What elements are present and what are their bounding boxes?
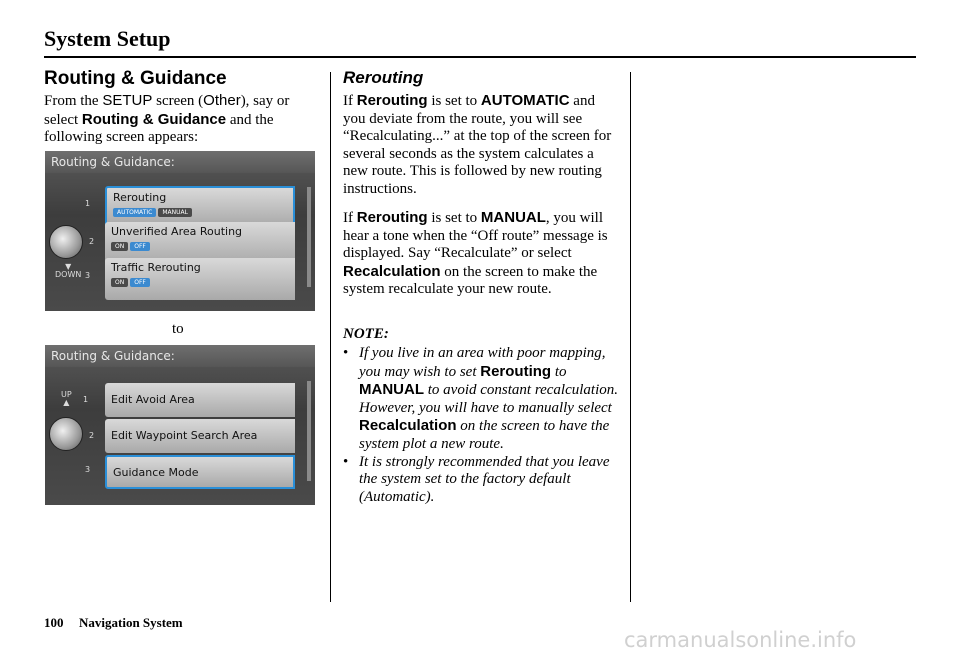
item-number: 1	[85, 199, 91, 208]
option-button[interactable]: ON	[111, 242, 128, 251]
list-item: • If you live in an area with poor mapping, you may wish to set Rerouting to MANUAL to avoid constant recalculation. However, you will have to manually select Recalculation on the screen to have the system plot a new route.	[343, 345, 618, 454]
guidance-mode-row[interactable]	[105, 455, 295, 489]
column-divider-1	[330, 72, 331, 602]
down-arrow-icon: ▼ DOWN	[55, 262, 82, 279]
title-divider	[44, 56, 916, 58]
up-arrow-icon: UP ▲	[61, 390, 72, 407]
intro-paragraph: From the SETUP screen (Other), say or select Routing & Guidance and the following screen appears:	[44, 92, 290, 146]
rerouting-paragraph-2: If Rerouting is set to MANUAL, you will hear a tone when the “Off route” message is displayed. Say “Recalculate” or select Recalculation on the screen to make the system recalculate your new route.	[343, 209, 608, 298]
watermark: carmanualsonline.info	[624, 628, 857, 652]
item-number: 3	[85, 465, 91, 474]
rerouting-heading: Rerouting	[343, 68, 424, 87]
item-number: 1	[83, 395, 89, 404]
traffic-rerouting-row[interactable]	[105, 258, 295, 300]
option-button[interactable]: OFF	[130, 242, 150, 251]
routing-guidance-screen-1	[45, 151, 315, 311]
routing-guidance-screen-2	[45, 345, 315, 505]
row-label: Traffic Rerouting	[111, 261, 201, 274]
scrollbar[interactable]	[307, 381, 311, 481]
selector-knob-icon	[49, 417, 83, 451]
edit-waypoint-search-area-row[interactable]	[105, 419, 295, 453]
list-item: • It is strongly recommended that you leave the system set to the factory default (Automatic).	[343, 454, 618, 507]
row-label: Guidance Mode	[113, 466, 199, 479]
row-label: Edit Avoid Area	[111, 393, 195, 406]
note-list	[343, 345, 618, 506]
rerouting-paragraph-1: If Rerouting is set to AUTOMATIC and you deviate from the route, you will see “Recalculating...” at the top of the screen for several seconds as the system calculates a new route. This is followed by new routing instructions.	[343, 92, 612, 197]
item-number: 2	[89, 431, 95, 440]
selector-knob-icon	[49, 225, 83, 259]
option-button[interactable]: AUTOMATIC	[113, 208, 156, 217]
to-caption: to	[172, 321, 184, 337]
page-number: 100	[44, 615, 64, 630]
row-label: Edit Waypoint Search Area	[111, 429, 258, 442]
note-label: NOTE:	[343, 326, 389, 342]
page-title: System Setup	[44, 26, 171, 51]
column-divider-2	[630, 72, 631, 602]
row-label: Unverified Area Routing	[111, 225, 243, 238]
option-button[interactable]: MANUAL	[158, 208, 192, 217]
item-number: 2	[89, 237, 95, 246]
screen-title: Routing & Guidance:	[45, 345, 315, 367]
section-heading: Routing & Guidance	[44, 68, 227, 89]
edit-avoid-area-row[interactable]	[105, 383, 295, 417]
row-label: Rerouting	[113, 191, 167, 204]
option-button[interactable]: OFF	[130, 278, 150, 287]
screen-title: Routing & Guidance:	[45, 151, 315, 173]
scrollbar[interactable]	[307, 187, 311, 287]
footer-text: Navigation System	[79, 615, 183, 630]
option-button[interactable]: ON	[111, 278, 128, 287]
item-number: 3	[85, 271, 91, 280]
